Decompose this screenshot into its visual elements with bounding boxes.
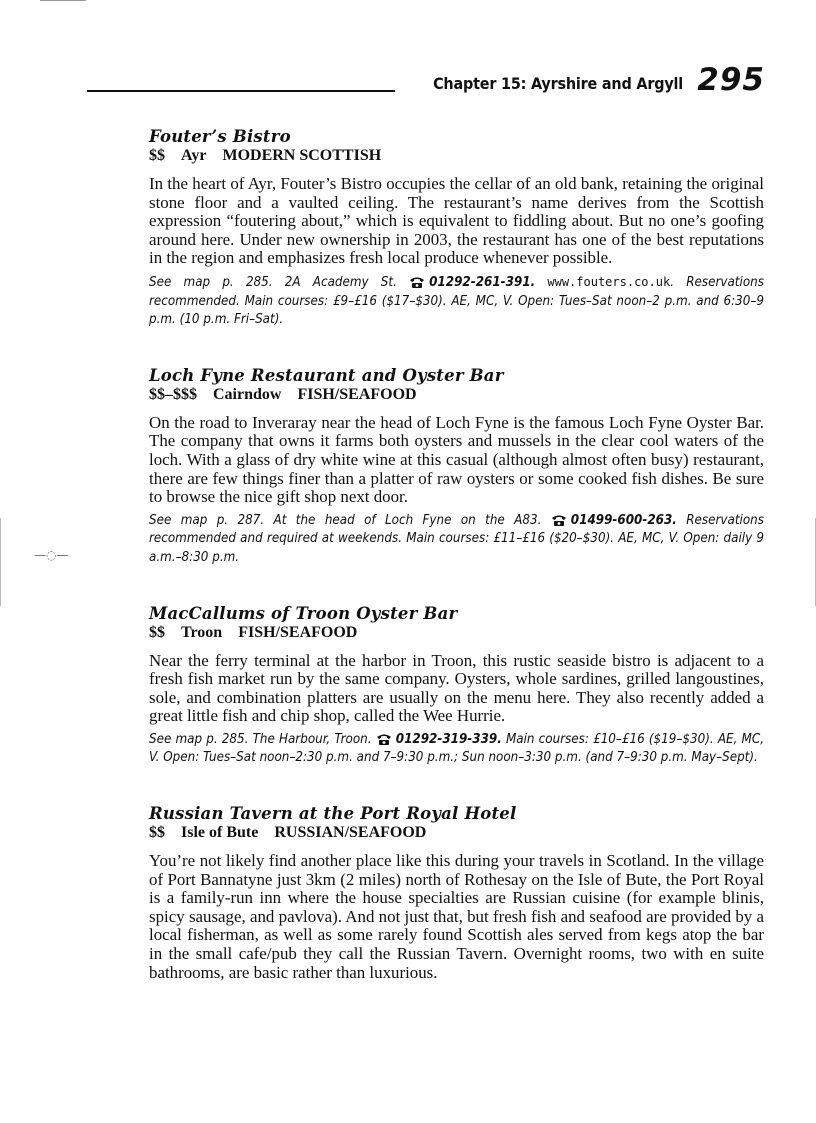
info-address: See map p. 285. The Harbour, Troon. (149, 731, 372, 747)
restaurant-name: MacCallums of Troon Oyster Bar (149, 603, 458, 623)
restaurant-meta (149, 147, 764, 165)
listing-entry (149, 127, 764, 330)
page-number: 295 (697, 62, 765, 98)
cuisine: FISH/SEAFOOD (297, 385, 417, 403)
restaurant-meta (149, 386, 764, 404)
location: Troon (181, 623, 223, 641)
running-header (87, 62, 765, 98)
location: Isle of Bute (181, 824, 259, 842)
info-address: See map p. 287. At the head of Loch Fyne on the A83. (149, 512, 542, 528)
phone-icon (551, 512, 567, 531)
location: Ayr (181, 147, 207, 164)
listing-entry (149, 366, 764, 568)
phone-icon (376, 731, 392, 750)
cuisine: FISH/SEAFOOD (238, 623, 358, 641)
info-details: Reservations recommended and required at weekends. Main courses: £11–£16 ($20–$30). AE, MC, V. Open: daily 9 a.m.–8:30 p.m. (149, 512, 764, 565)
price-range: $$ (149, 623, 165, 641)
price-range: $$ (149, 147, 165, 164)
listing-entry (149, 804, 764, 982)
info-address: See map p. 285. 2A Academy St. (149, 274, 397, 290)
crop-mark-left (0, 518, 1, 606)
restaurant-info (149, 731, 764, 768)
info-details: . Reservations recommended. Main courses: £9–£16 ($17–$30). AE, MC, V. Open: Tues–Sat noon–2 p.m. and 6:30–9 p.m. (10 p.m. Fri–Sat). (149, 274, 764, 328)
cuisine: MODERN SCOTTISH (222, 147, 382, 164)
restaurant-meta (149, 824, 764, 842)
price-range: $$ (149, 824, 165, 842)
restaurant-name: Loch Fyne Restaurant and Oyster Bar (149, 365, 504, 385)
header-rule (87, 90, 395, 92)
restaurant-info (149, 512, 764, 568)
restaurant-name: Russian Tavern at the Port Royal Hotel (149, 804, 517, 824)
restaurant-info (149, 273, 764, 330)
phone-number: 01292-319-339. (395, 731, 502, 747)
location: Cairndow (213, 385, 282, 403)
phone-number: 01292-261-391. (429, 274, 536, 290)
restaurant-description: In the heart of Ayr, Fouter’s Bistro occupies the cellar of an old bank, retaining the original stone floor and a vaulted ceiling. The restaurant’s name derives from the Scottish expression “foutering about,” which is equivalent to fiddling about. But no one’s goofing around here. Under new ownership in 2003, the restaurant has one of the best reputations in the region and emphasizes fresh local produce whenever possible. (149, 174, 764, 268)
restaurant-description: You’re not likely find another place like this during your travels in Scotland. In the village of Port Bannatyne just 3km (2 miles) north of Rothesay on the Isle of Bute, the Port Royal is a family-run inn where the house specialties are Russian cuisine (for example blinis, spicy sausage, and pavlova). And not just that, but fresh fish and seafood are provided by a local fisherman, as well as some rarely found Scottish ales served from kegs atop the bar in the small cafe/pub they call the Russian Tavern. Overnight rooms, two with en suite bathrooms, are basic rather than luxurious. (149, 851, 764, 982)
restaurant-meta (149, 624, 764, 642)
info-details: Main courses: £10–£16 ($19–$30). AE, MC, V. Open: Tues–Sat noon–2:30 p.m. and 7–9:30 p.m.; Sun noon–3:30 p.m. (and 7–9:30 p.m. May–Sept). (149, 731, 764, 766)
cuisine: RUSSIAN/SEAFOOD (274, 824, 427, 842)
restaurant-description: On the road to Inveraray near the head of Loch Fyne is the famous Loch Fyne Oyster Bar. The company that owns it farms both oysters and mussels in the clear cool waters of the loch. With a glass of dry white wine at this casual (although almost often busy) restaurant, there are few things finer than a platter of raw oysters or some cooked fish dishes. Be sure to browse the nice gift shop next door. (149, 412, 764, 507)
price-range: $$–$$$ (149, 385, 197, 403)
chapter-title: Chapter 15: Ayrshire and Argyll (433, 74, 683, 93)
restaurant-name: Fouter’s Bistro (149, 127, 291, 146)
crop-mark-top (40, 0, 86, 1)
phone-icon (409, 274, 425, 293)
website-link[interactable]: www.fouters.co.uk (547, 274, 671, 289)
restaurant-description: Near the ferry terminal at the harbor in Troon, this rustic seaside bistro is adjacent to a fresh fish market run by the same company. Oysters, whole sardines, grilled langoustines, sole, and combination platters are usually on the menu here. They also recently added a great little fish and chip shop, called the Wee Hurrie. (149, 650, 764, 726)
restaurant-listings (149, 127, 764, 1018)
listing-entry (149, 604, 764, 769)
registration-mark-icon: —◌— (34, 548, 69, 562)
phone-number: 01499-600-263. (570, 512, 677, 528)
